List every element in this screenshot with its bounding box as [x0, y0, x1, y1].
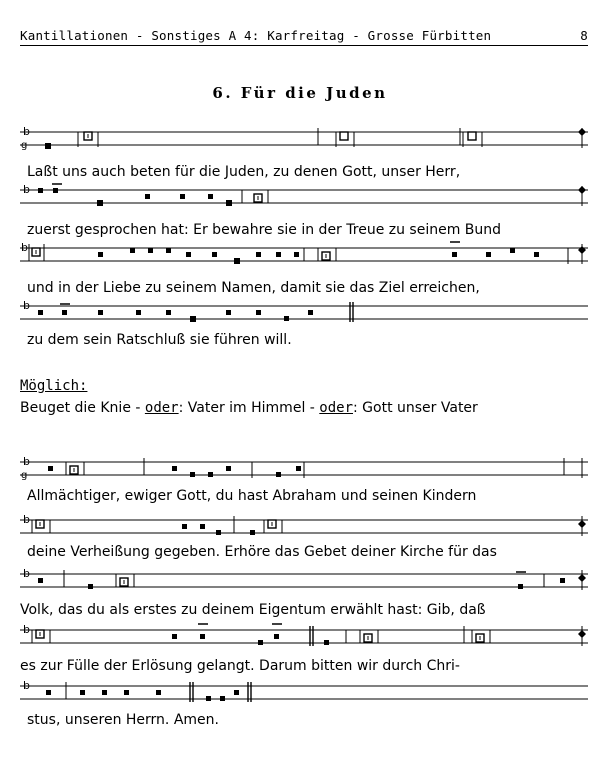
- chant-staff: [20, 299, 588, 322]
- flat-clef: b: [23, 679, 30, 692]
- text-line: Allmächtiger, ewiger Gott, du hast Abraham und seinen Kindern: [27, 488, 477, 504]
- flat-clef: b: [23, 455, 30, 468]
- chant-staff: [20, 125, 588, 151]
- running-header: [20, 28, 588, 46]
- chant-staff: [20, 241, 588, 264]
- flat-clef: b: [23, 125, 30, 138]
- flat-clef: b: [21, 241, 28, 254]
- text-line: es zur Fülle der Erlösung gelangt. Darum bitten wir durch Chri-: [20, 658, 460, 674]
- g-clef-letter: g: [21, 140, 28, 151]
- text-line: Volk, das du als erstes zu deinem Eigentum erwählt hast: Gib, daß: [20, 602, 486, 618]
- flat-clef: b: [23, 183, 30, 196]
- flat-clef: b: [23, 513, 30, 526]
- text-line: und in der Liebe zu seinem Namen, damit sie das Ziel erreichen,: [27, 280, 480, 296]
- invitation-text: : Gott unser Vater: [353, 400, 478, 416]
- chant-staff: [20, 679, 588, 702]
- optional-invitations: [20, 400, 478, 416]
- chant-staff: [20, 183, 588, 206]
- text-line: zuerst gesprochen hat: Er bewahre sie in der Treue zu seinem Bund: [27, 222, 502, 238]
- running-title: Kantillationen - Sonstiges A 4: Karfreitag - Grosse Fürbitten: [20, 28, 492, 43]
- optional-label: Möglich:: [20, 378, 88, 394]
- text-line: zu dem sein Ratschluß sie führen will.: [27, 332, 292, 348]
- chant-staff: [20, 567, 588, 590]
- text-line: deine Verheißung gegeben. Erhöre das Gebet deiner Kirche für das: [27, 544, 497, 560]
- text-line: Laßt uns auch beten für die Juden, zu denen Gott, unser Herr,: [27, 164, 461, 180]
- invitation-text: : Vater im Himmel -: [178, 400, 320, 416]
- page-number: 8: [580, 28, 588, 43]
- invitation-text: Beuget die Knie -: [20, 400, 145, 416]
- section-title: 6. Für die Juden: [212, 84, 388, 102]
- or-word: oder: [319, 400, 353, 416]
- chant-staff: [20, 455, 588, 481]
- text-line: stus, unseren Herrn. Amen.: [27, 712, 219, 728]
- flat-clef: b: [23, 299, 30, 312]
- flat-clef: b: [23, 567, 30, 580]
- chant-staff: [20, 513, 588, 536]
- chant-staff: [20, 623, 588, 646]
- flat-clef: b: [23, 623, 30, 636]
- g-clef-letter: g: [21, 470, 28, 481]
- or-word: oder: [144, 400, 179, 416]
